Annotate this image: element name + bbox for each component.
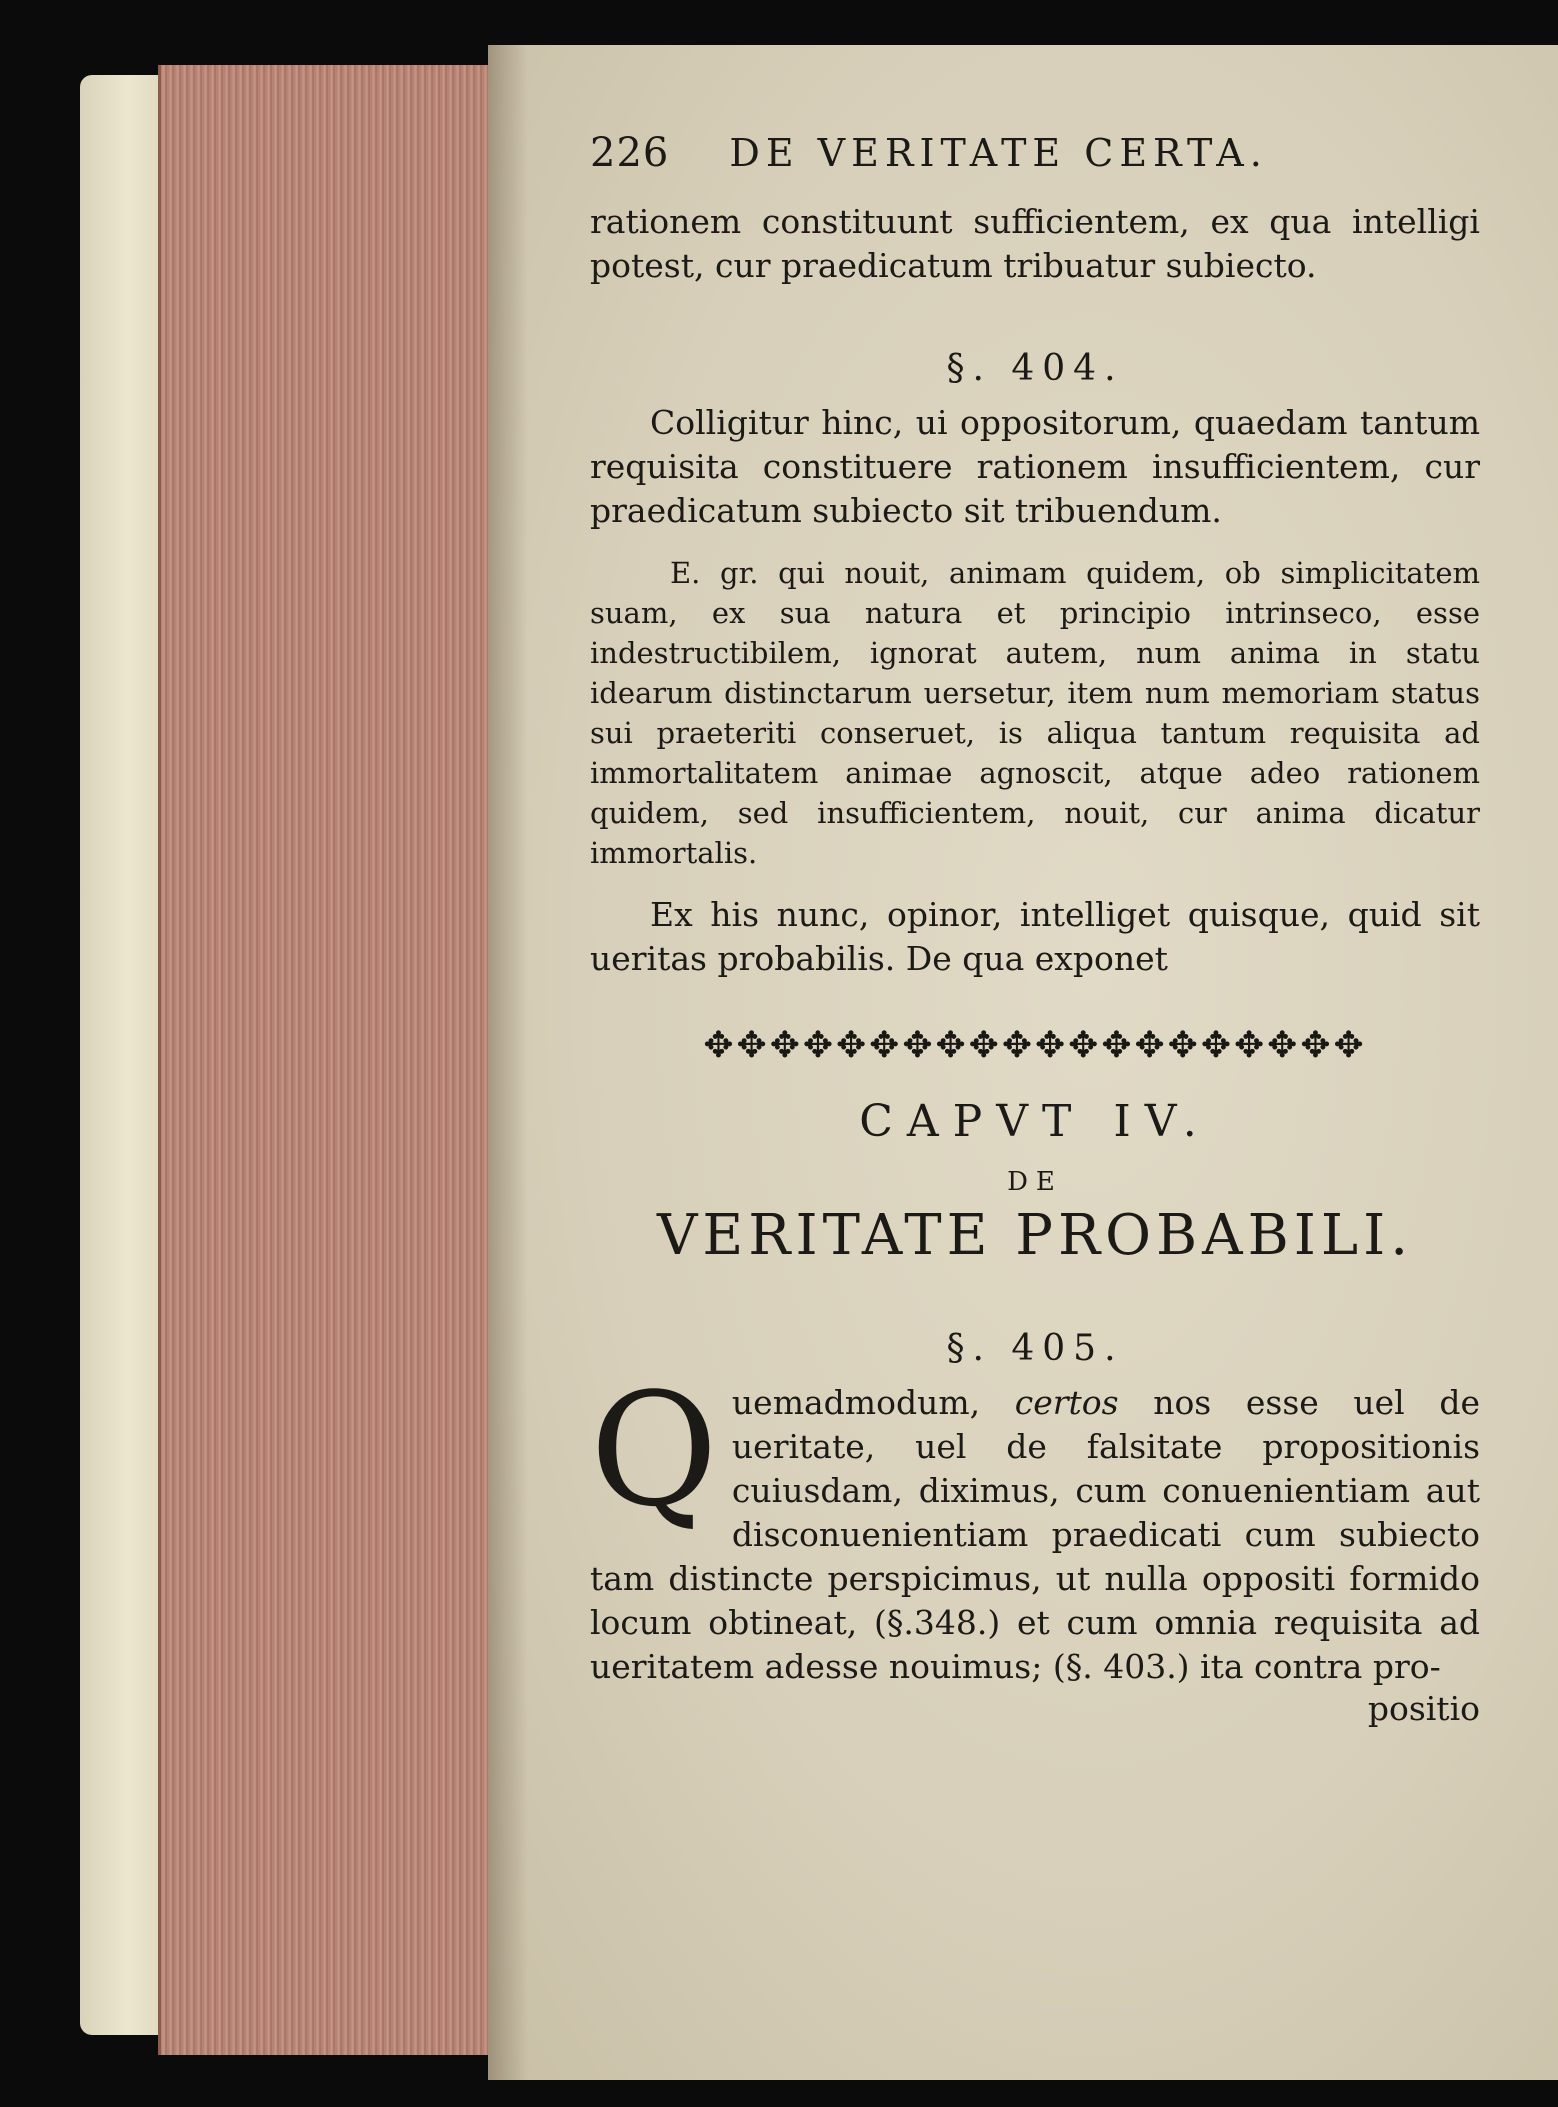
chapter-heading: CAPVT IV. <box>859 1096 1211 1147</box>
paragraph-405 <box>590 1359 1481 1689</box>
paragraph-405-italic: certos <box>1014 1383 1119 1422</box>
drop-cap: Q <box>590 1359 718 1541</box>
page-text <box>590 130 1480 1728</box>
catchword: positio <box>1367 1689 1480 1728</box>
paragraph-405-rest: nos esse uel de ueritate, uel de falsitate propositionis cuiusdam, diximus, cum conuenientiam aut disconuenientiam praedicati cum subiecto tam distincte perspicimus, ut nulla oppositi formido locum obtineat, (§.348.) et cum omnia requisita ad ueritatem adesse nouimus; (§. 403.) ita contra pro- <box>590 1383 1481 1686</box>
paragraph-4: Ex his nunc, opinor, intelliget quisque, quid sit ueritas probabilis. De qua exponet <box>590 895 1480 978</box>
section-404: §. 404. <box>946 348 1124 389</box>
page-number: 226 <box>590 130 670 176</box>
running-head: DE VERITATE CERTA. <box>729 131 1268 175</box>
gutter-shadow <box>488 45 528 2080</box>
page-edges <box>158 65 491 2055</box>
chapter-title: VERITATE PROBABILI. <box>656 1203 1414 1268</box>
paragraph-1: rationem constituunt sufficientem, ex qua intelligi potest, cur praedicatum tribuatur subiecto. <box>590 202 1480 285</box>
paragraph-405-lead: uemadmodum, <box>731 1383 1015 1422</box>
paragraph-example: E. gr. qui nouit, animam quidem, ob simplicitatem suam, ex sua natura et principio intrinseco, esse indestructibilem, ignorat autem, num anima in statu idearum distinctarum uersetur, item num memoriam status sui praeteriti conseruet, is aliqua tantum requisita ad immortalitatem animae agnoscit, atque adeo rationem quidem, sed insufficientem, nouit, cur anima dicatur immortalis. <box>590 556 1480 870</box>
ornament-rule: ✥✥✥✥✥✥✥✥✥✥✥✥✥✥✥✥✥✥✥✥ <box>703 1025 1367 1066</box>
chapter-de: DE <box>1007 1167 1063 1197</box>
paragraph-2: Colligitur hinc, ui oppositorum, quaedam tantum requisita constituere rationem insufficientem, cur praedicatum subiecto sit tribuendum. <box>590 403 1480 530</box>
page-header <box>590 130 1480 200</box>
section-405: §. 405. <box>946 1328 1124 1369</box>
